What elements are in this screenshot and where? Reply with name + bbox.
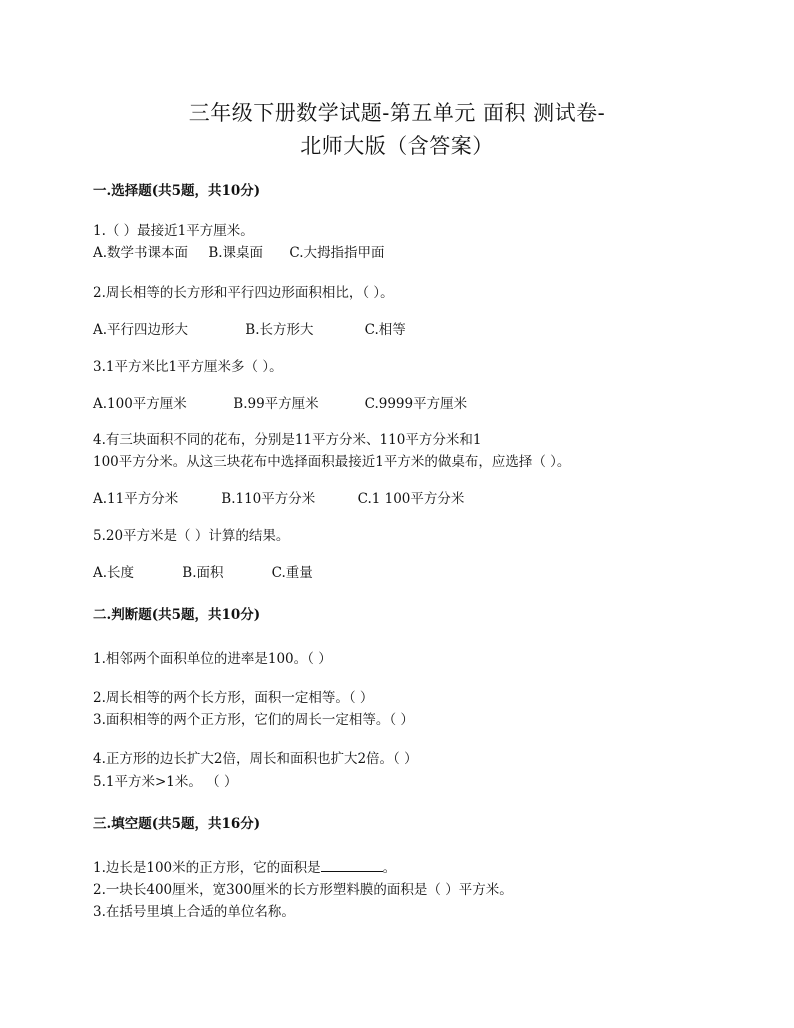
fill-q1 xyxy=(93,859,396,877)
judge-item-1: 1.相邻两个面积单位的进率是100。（ ） xyxy=(93,651,332,667)
choice-q1-option-b: B.课桌面 xyxy=(208,245,264,261)
choice-q2-option-b: B.长方形大 xyxy=(245,322,314,338)
section-heading-fill: 三.填空题(共5题，共16分) xyxy=(93,816,261,832)
choice-q2-text: 2.周长相等的长方形和平行四边形面积相比，（ ）。 xyxy=(93,285,394,301)
title-line-1: 三年级下册数学试题-第五单元 面积 测试卷- xyxy=(188,101,606,125)
choice-q5-text: 5.20平方米是（ ）计算的结果。 xyxy=(93,528,290,544)
choice-q3-option-b: B.99平方厘米 xyxy=(233,396,319,412)
choice-q4-option-b: B.110平方分米 xyxy=(221,491,316,507)
fill-q1-blank xyxy=(321,859,383,872)
choice-q3-options xyxy=(93,395,467,413)
judge-item-5: 5.1平方米>1米。 （ ） xyxy=(93,774,238,790)
choice-q5-option-a: A.长度 xyxy=(93,565,135,581)
fill-q3: 3.在括号里填上合适的单位名称。 xyxy=(93,904,295,920)
judge-item-2: 2.周长相等的两个长方形，面积一定相等。（ ） xyxy=(93,690,374,706)
choice-q5-option-b: B.面积 xyxy=(182,565,224,581)
fill-q1-text: 1.边长是100米的正方形，它的面积是 xyxy=(93,860,321,876)
choice-q2-options xyxy=(93,321,406,339)
choice-q3-text: 3.1平方米比1平方厘米多（ ）。 xyxy=(93,359,283,375)
choice-q1-options xyxy=(93,244,385,262)
choice-q5-options xyxy=(93,564,313,582)
choice-q4-text-line2: 100平方分米。从这三块花布中选择面积最接近1平方米的做桌布，应选择（ ）。 xyxy=(93,454,571,470)
choice-q2-option-c: C.相等 xyxy=(364,322,406,338)
choice-q5-option-c: C.重量 xyxy=(271,565,313,581)
title-line-2: 北师大版（含答案） xyxy=(300,134,494,158)
section-heading-judge: 二.判断题(共5题，共10分) xyxy=(93,607,261,623)
fill-q1-end: 。 xyxy=(382,860,397,876)
choice-q1-text: 1.（ ）最接近1平方厘米。 xyxy=(93,223,254,239)
choice-q1-option-c: C.大拇指指甲面 xyxy=(289,245,385,261)
choice-q3-option-a: A.100平方厘米 xyxy=(93,396,187,412)
choice-q1-option-a: A.数学书课本面 xyxy=(93,245,189,261)
choice-q4-option-a: A.11平方分米 xyxy=(93,491,179,507)
choice-q4-option-c: C.1 100平方分米 xyxy=(357,491,465,507)
fill-q2: 2.一块长400厘米，宽300厘米的长方形塑料膜的面积是（ ）平方米。 xyxy=(93,882,513,898)
choice-q2-option-a: A.平行四边形大 xyxy=(93,322,189,338)
judge-item-4: 4.正方形的边长扩大2倍，周长和面积也扩大2倍。（ ） xyxy=(93,751,418,767)
choice-q4-options xyxy=(93,490,464,508)
choice-q3-option-c: C.9999平方厘米 xyxy=(364,396,468,412)
judge-item-3: 3.面积相等的两个正方形，它们的周长一定相等。（ ） xyxy=(93,712,414,728)
choice-q4-text-line1: 4.有三块面积不同的花布，分别是11平方分米、110平方分米和1 xyxy=(93,432,482,448)
section-heading-choice: 一.选择题(共5题，共10分) xyxy=(93,183,261,199)
